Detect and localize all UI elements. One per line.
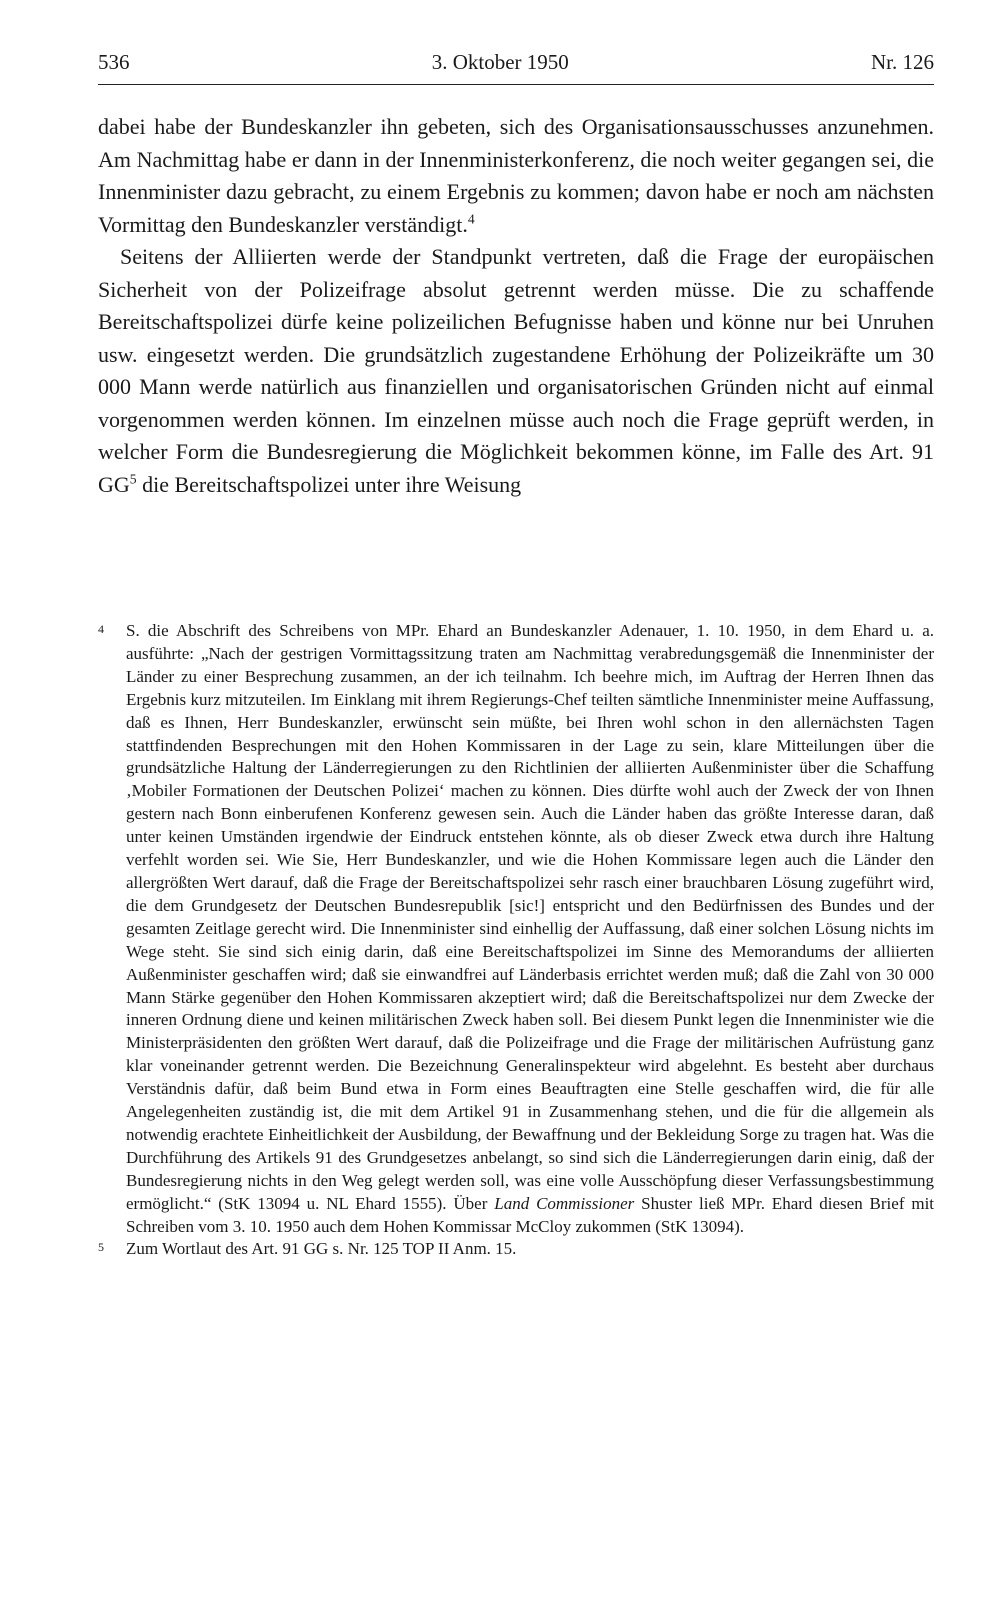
header-date: 3. Oktober 1950 [431,50,569,74]
paragraph-1 [98,111,934,241]
paragraph-2-text-b: die Bereitschaftspolizei unter ihre Weisung [136,471,522,497]
paragraph-2 [98,241,934,501]
footnote-text [126,620,934,1238]
footnote-italic-term: Land Commissioner [494,1193,635,1213]
header-rule [98,84,934,85]
footnote-number: 5 [98,1240,104,1255]
page-number: 536 [98,50,130,74]
footnote-number: 4 [98,622,104,636]
footnote-text: Zum Wortlaut des Art. 91 GG s. Nr. 125 TOP II Anm. 15. [126,1239,517,1259]
footnote-text-a: S. die Abschrift des Schreibens von MPr. Ehard an Bundeskanzler Adenauer, 1. 10. 1950, in dem Ehard u. a. ausführte: „Nach der gestrigen Vormittagssitzung traten am Nachmittag verabredungsgemäß die Innenminister der Länder zu einer Besprechung zusammen, an der ich teilnahm. Ich beehre mich, im Auftrag der Herren Ihnen das Ergebnis kurz mitzuteilen. Im Einklang mit ihrem Regierungs-Chef teilten sämtliche Innenminister meine Auffassung, daß es Ihnen, Herr Bundeskanzler, erwünscht sein müßte, bei Ihren wohl schon in den allernächsten Tagen stattfindenden Besprechungen mit den Hohen Kommissaren in der Lage zu sein, klare Mitteilungen über die grundsätzliche Haltung der Länderregierungen zu den Richtlinien der alliierten Außenminister über die Schaffung ‚Mobiler Formationen der Deutschen Polizei‘ machen zu können. Dies dürfte wohl auch der Zweck der von Ihnen gestern nach Bonn einberufenen Konferenz gewesen sein. Auch die Länder haben das größte Interesse daran, daß unter keinen Umständen irgendwie der Eindruck entstehen könnte, als ob dieser Zweck etwa durch ihre Haltung verfehlt worden sei. Wie Sie, Herr Bundeskanzler, und wie die Hohen Kommissare legen auch die Länder den allergrößten Wert darauf, daß die Frage der Bereitschaftspolizei sehr rasch einer brauchbaren Lösung zugeführt wird, die dem Grundgesetz der Deutschen Bundesrepublik [sic!] entspricht und den Bedürfnissen des Bundes und der gesamten Zeitlage gerecht wird. Die Innenminister sind einhellig der Auffassung, daß einer solchen Lösung nichts im Wege steht. Sie sind sich einig darin, daß eine Bereitschaftspolizei im Sinne des Memorandums der alliierten Außenminister geschaffen wird; daß sie einwandfrei auf Länderbasis errichtet werden muß; daß die Zahl von 30 000 Mann Stärke gegenüber den Hohen Kommissaren akzeptiert wird; daß die Bereitschaftspolizei nur dem Zwecke der inneren Ordnung diene und keinen militärischen Zweck haben soll. Bei diesem Punkt legen die Innenminister wie die Ministerpräsidenten den größten Wert darauf, daß die Polizeifrage und die Frage der militärischen Aufrüstung ganz klar voneinander getrennt werden. Die Bezeichnung Generalinspekteur wird abgelehnt. Es besteht aber durchaus Verständnis dafür, daß beim Bund etwa in Form eines Beauftragten eine Stelle geschaffen wird, die für alle Angelegenheiten zuständig ist, die mit dem Artikel 91 in Zusammenhang stehen, und die für die allgemein als notwendig erachtete Einheitlichkeit der Ausbildung, der Bewaffnung und der Bekleidung Sorge zu tragen hat. Was die Durchführung des Artikels 91 des Grundgesetzes anbelangt, so sind sich die Länderregierungen darin einig, daß der Bundesregierung nichts in den Weg gelegt werden soll, was eine volle Ausschöpfung dieser Verfassungsbestimmung ermöglicht.“ (StK 13094 u. NL Ehard 1555). Über [126,621,934,1213]
paragraph-2-text-a: Seitens der Alliierten werde der Standpunkt vertreten, daß die Frage der europäischen Sicherheit von der Polizeifrage absolut getrennt werden müsse. Die zu schaffende Bereitschaftspolizei dürfe keine polizeilichen Befugnisse haben und könne nur bei Unruhen usw. eingesetzt werden. Die grundsätzlich zugestandene Erhöhung der Polizeikräfte um 30 000 Mann werde natürlich aus finanziellen und organisatorischen Gründen nicht auf einmal vorgenommen werden können. Im einzelnen müsse auch noch die Frage geprüft werden, in welcher Form die Bundesregierung die Möglichkeit bekommen könne, im Falle des Art. 91 GG [98,244,934,497]
footnote-ref-4: 4 [467,211,475,227]
document-number: Nr. 126 [870,50,934,74]
footnote-5 [98,1238,934,1261]
footnote-text-b: Shuster ließ MPr. Ehard diesen Brief mit Schreiben vom 3. 10. 1950 auch dem Hohen Kommissar McCloy zukommen (StK 13094). [126,1193,935,1236]
main-text [98,111,934,501]
running-header [98,50,934,75]
footnote-4 [98,620,934,1238]
paragraph-1-text: dabei habe der Bundeskanzler ihn gebeten, sich des Organisationsausschusses anzunehmen. Am Nachmittag habe er dann in der Innenministerkonferenz, die noch weiter gegangen sei, die Innenminister dazu gebracht, zu einem Ergebnis zu kommen; davon habe er noch am nächsten Vormittag den Bundeskanzler verständigt. [98,114,934,237]
footnotes [98,620,934,1261]
footnote-ref-5: 5 [129,471,137,487]
